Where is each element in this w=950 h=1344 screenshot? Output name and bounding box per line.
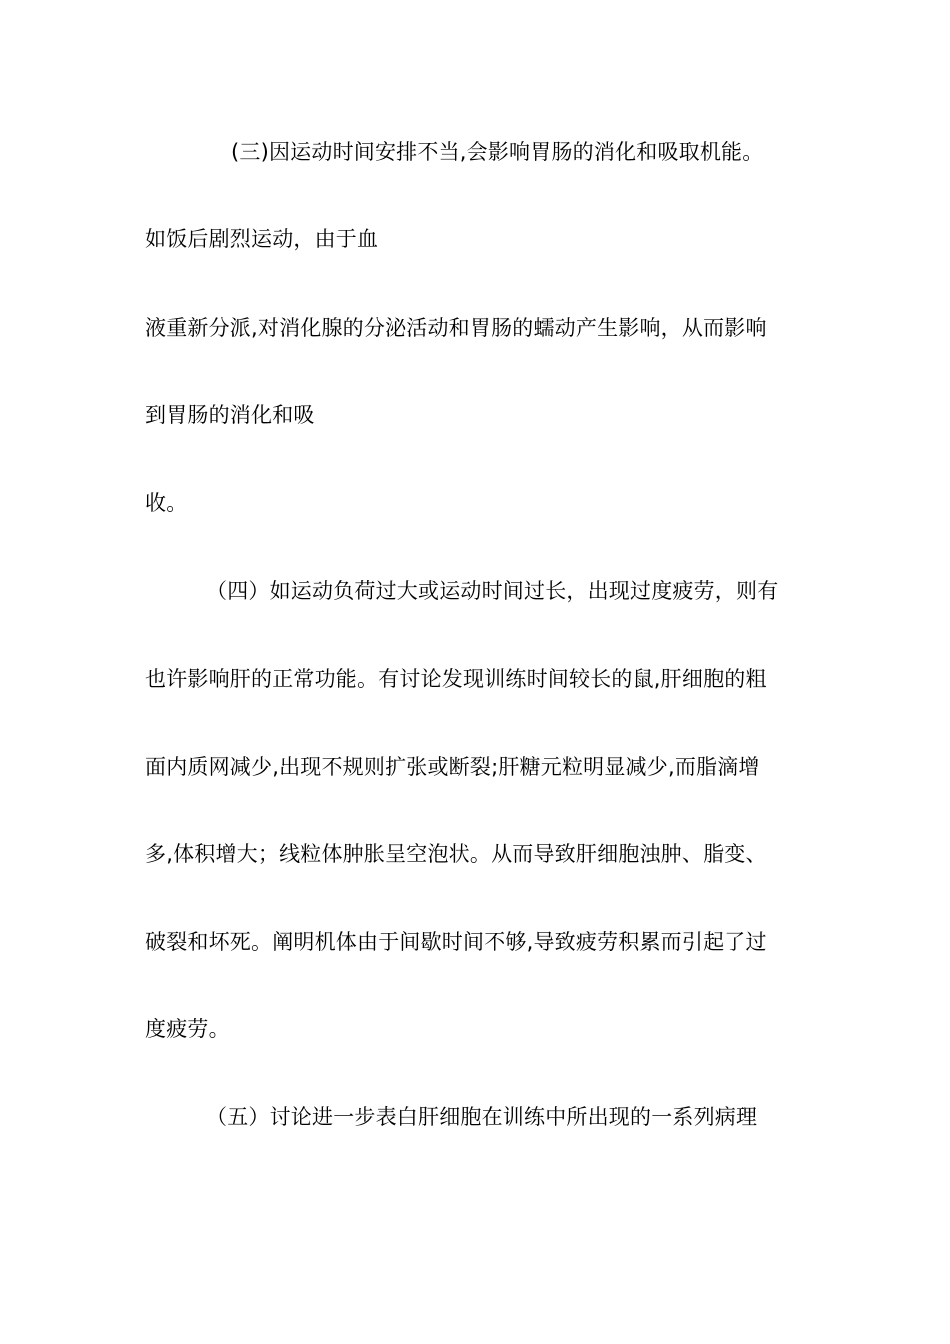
paragraph-4-line-5: 破裂和坏死。阐明机体由于间歇时间不够,导致疲劳积累而引起了过	[145, 930, 767, 954]
paragraph-3-line-1: (三)因运动时间安排不当,会影响胃肠的消化和吸取机能。	[231, 140, 764, 164]
paragraph-4-line-4: 多,体积增大；线粒体肿胀呈空泡状。从而导致肝细胞浊肿、脂变、	[145, 842, 767, 866]
paragraph-3-line-4: 到胃肠的消化和吸	[145, 403, 315, 427]
paragraph-3-line-2: 如饭后剧烈运动，由于血	[145, 227, 379, 251]
paragraph-3-line-3: 液重新分派,对消化腺的分泌活动和胃肠的蠕动产生影响，从而影响	[145, 316, 767, 340]
paragraph-3-line-5: 收。	[145, 491, 188, 515]
paragraph-4-line-3: 面内质网减少,出现不规则扩张或断裂;肝糖元粒明显减少,而脂滴增	[145, 755, 760, 779]
paragraph-5-line-1: （五）讨论进一步表白肝细胞在训练中所出现的一系列病理	[206, 1105, 758, 1129]
paragraph-4-line-2: 也许影响肝的正常功能。有讨论发现训练时间较长的鼠,肝细胞的粗	[145, 667, 767, 691]
paragraph-4-line-6: 度疲劳。	[145, 1017, 230, 1041]
paragraph-4-line-1: （四）如运动负荷过大或运动时间过长，出现过度疲劳，则有	[206, 579, 779, 603]
